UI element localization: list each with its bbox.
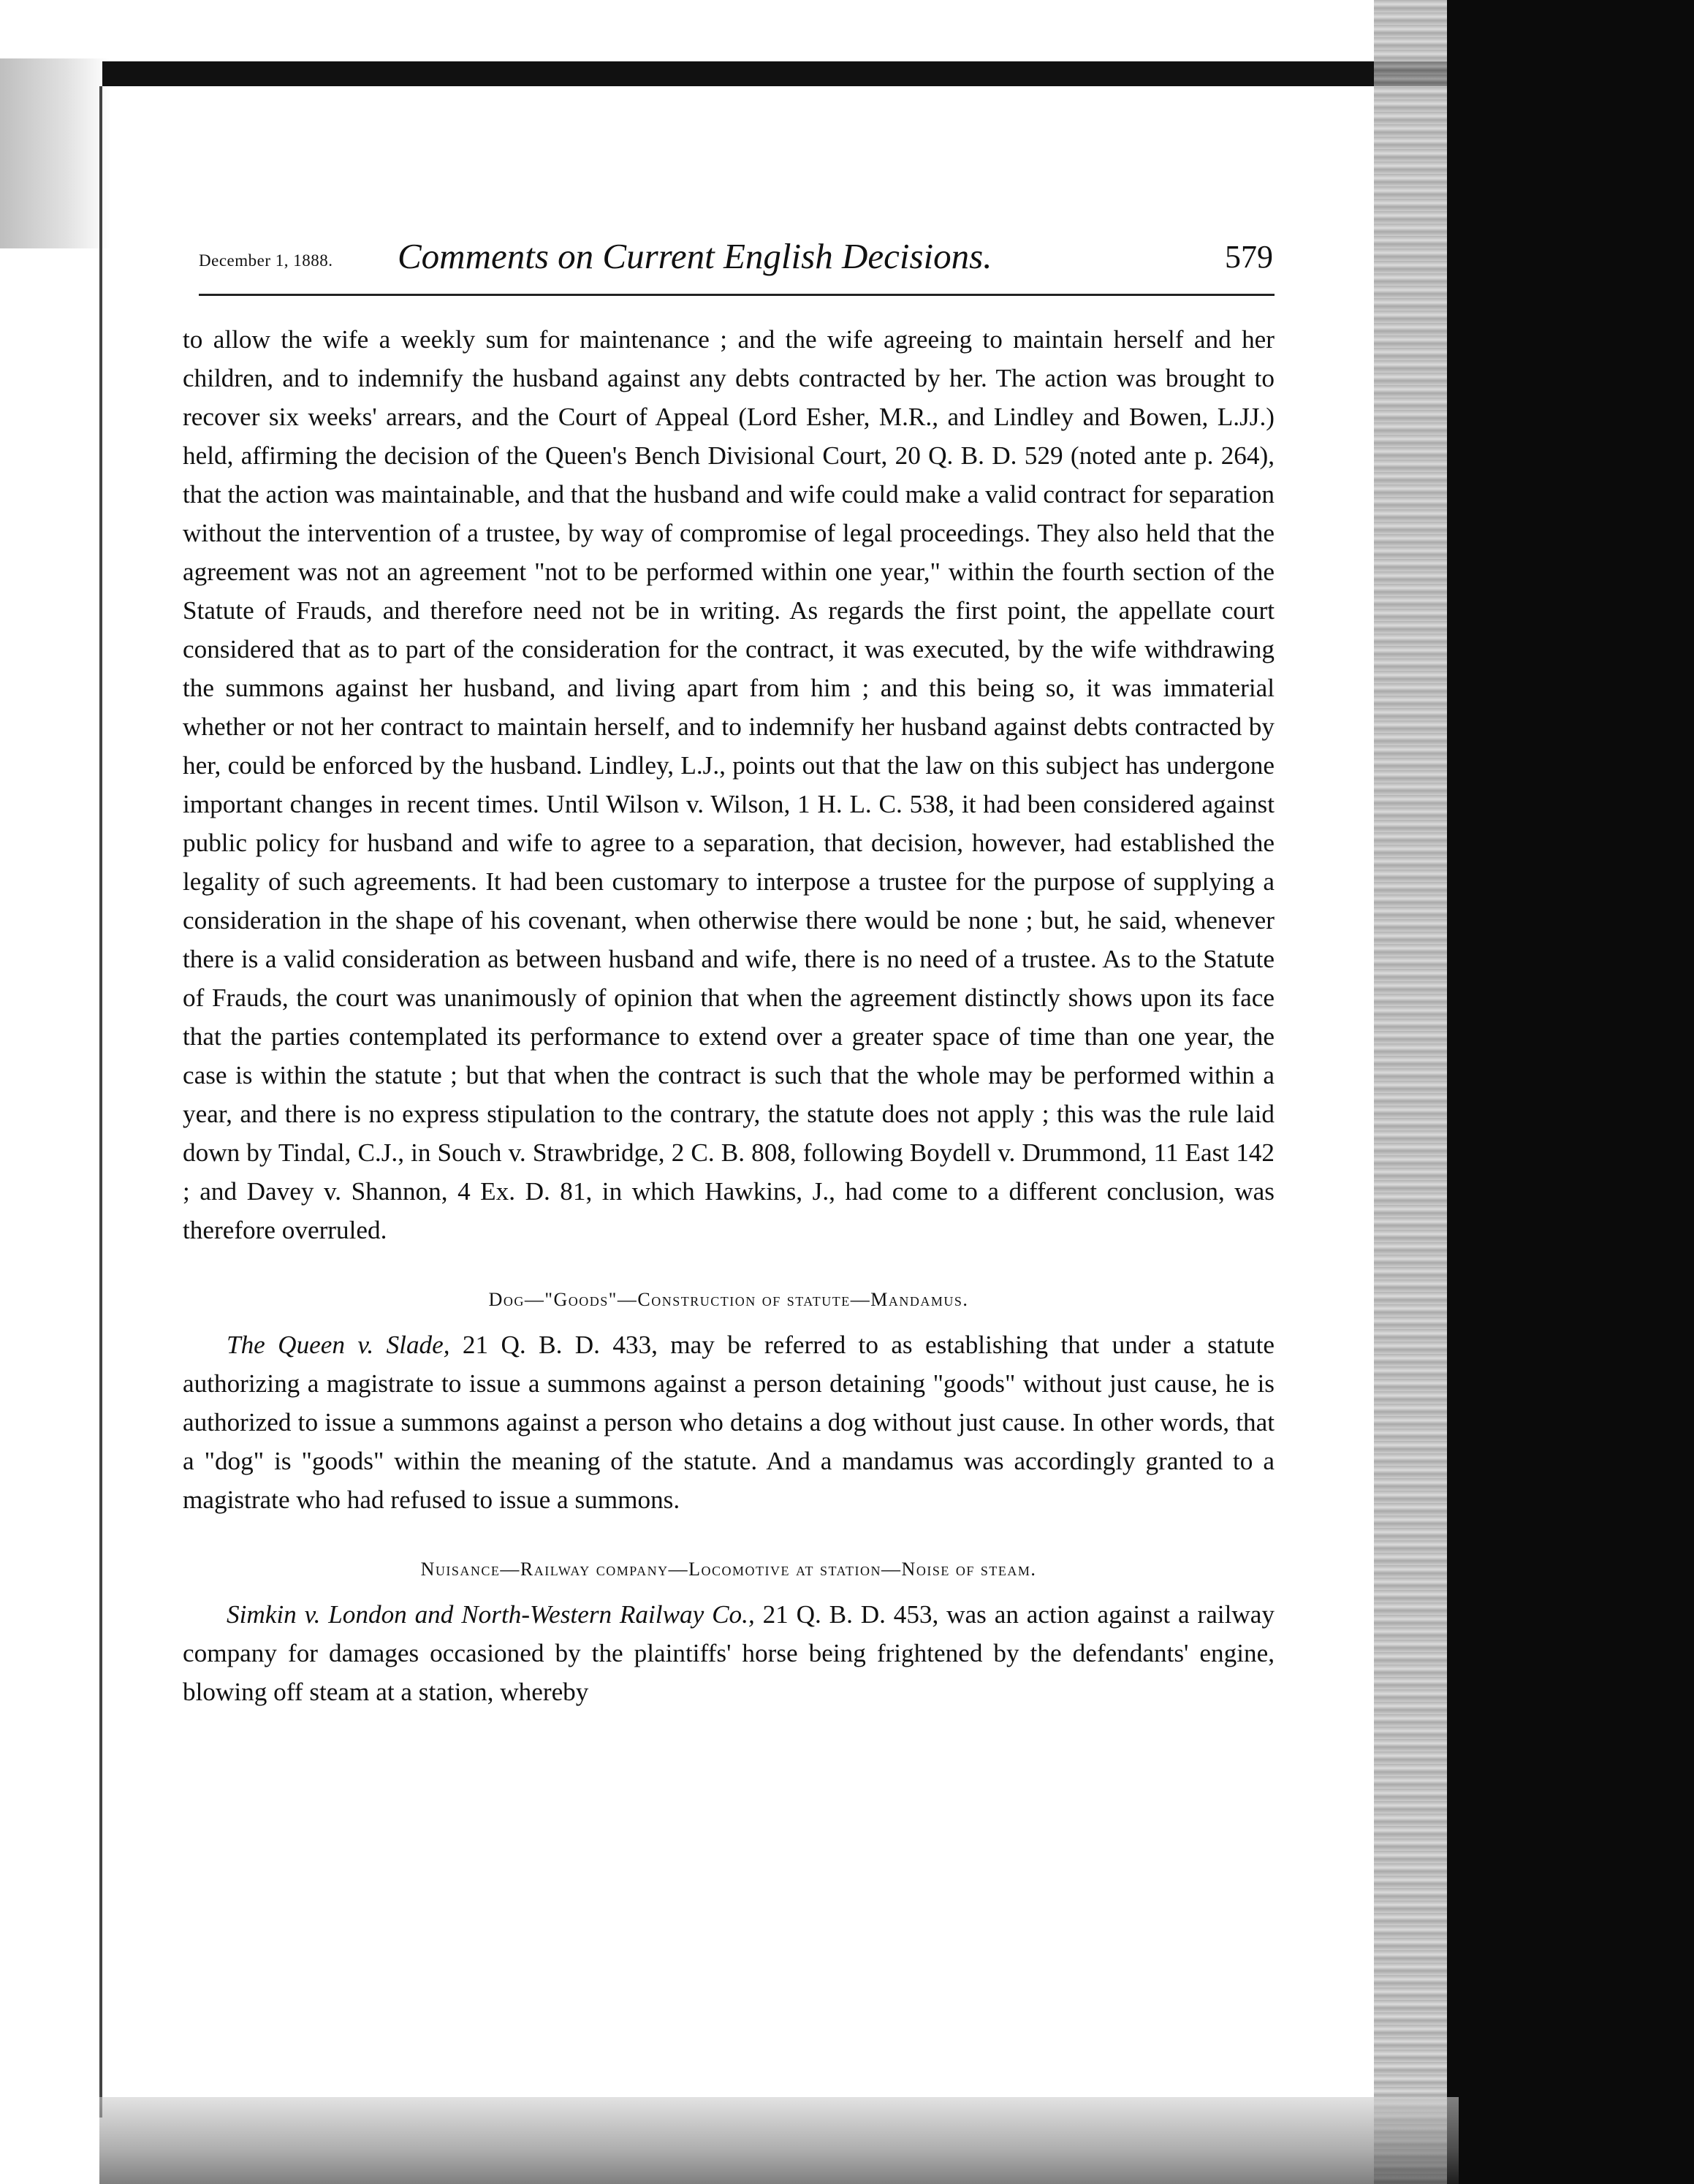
header-rule — [199, 294, 1275, 296]
case-name-queen-v-slade: The Queen v. Slade, — [227, 1331, 450, 1359]
book-gutter — [1374, 0, 1447, 2184]
paragraph-2-text: 21 Q. B. D. 433, may be referred to as establishing that under a statute authorizing a magistrate to issue a summons against a person detaining "goods" without just cause, he is authorized to issue a summons against a person who detains a dog without just cause. In other words, that a "dog" is "goods" within the meaning of the statute. And a mandamus was accordingly granted to a magistrate who had refused to issue a summons. — [183, 1331, 1275, 1514]
paragraph-1: to allow the wife a weekly sum for maintenance ; and the wife agreeing to maintain herself and her children, and to indemnify the husband against any debts contracted by her. The action was brought to recover six weeks' arrears, and the Court of Appeal (Lord Esher, M.R., and Lindley and Bowen, L.JJ.) held, affirming the decision of the Queen's Bench Divisional Court, 20 Q. B. D. 529 (noted ante p. 264), that the action was maintainable, and that the husband and wife could make a valid contract for separation without the intervention of a trustee, by way of compromise of legal proceedings. They also held that the agreement was not an agreement "not to be performed within one year," within the fourth section of the Statute of Frauds, and therefore need not be in writing. As regards the first point, the appellate court considered that as to part of the consideration for the contract, it was executed, by the wife withdrawing the summons against her husband, and living apart from him ; and this being so, it was immaterial whether or not her contract to maintain herself, and to indemnify her husband against debts contracted by her, could be enforced by the husband. Lindley, L.J., points out that the law on this subject has undergone important changes in recent times. Until Wilson v. Wilson, 1 H. L. C. 538, it had been considered against public policy for husband and wife to agree to a separation, that decision, however, had established the legality of such agreements. It had been customary to interpose a trustee for the purpose of supplying a consideration in the shape of his covenant, when otherwise there would be none ; but, he said, whenever there is a valid consideration as between husband and wife, there is no need of a trustee. As to the Statute of Frauds, the court was unanimously of opinion that when the agreement distinctly shows upon its face that the parties contemplated its performance to extend over a greater space of time than one year, the case is within the statute ; but that when the contract is such that the whole may be performed within a year, and there is no express stipulation to the contrary, the statute does not apply ; this was the rule laid down by Tindal, C.J., in Souch v. Strawbridge, 2 C. B. 808, following Boydell v. Drummond, 11 East 142 ; and Davey v. Shannon, 4 Ex. D. 81, in which Hawkins, J., had come to a different conclusion, was therefore overruled. — [183, 325, 1275, 1244]
case-name-simkin: Simkin v. London and North-Western Railway Co., — [227, 1600, 755, 1629]
page-left-shadow — [0, 58, 110, 248]
page-number: 579 — [1225, 239, 1273, 275]
paragraph-3-text: 21 Q. B. D. 453, was an action against a railway company for damages occasioned by the plaintiffs' horse being frightened by the defendants' engine, blowing off steam at a station, whereby — [183, 1600, 1275, 1706]
header-title: Comments on Current English Decisions. — [398, 236, 992, 276]
page-left-edge — [99, 86, 102, 2118]
header-date: December 1, 1888. — [199, 251, 333, 270]
section-heading-nuisance: Nuisance—Railway company—Locomotive at station—Noise of steam. — [420, 1559, 1037, 1580]
section-heading-dog-goods: Dog—"Goods"—Construction of statute—Mandamus. — [488, 1289, 969, 1310]
paragraph-3 — [183, 1595, 1275, 1711]
page-body — [183, 320, 1275, 1711]
paragraph-2 — [183, 1325, 1275, 1519]
page-bottom-edge — [99, 2097, 1459, 2184]
page-top-edge — [102, 61, 1454, 86]
running-header — [199, 235, 1273, 291]
scan-dark-border — [1447, 0, 1694, 2184]
